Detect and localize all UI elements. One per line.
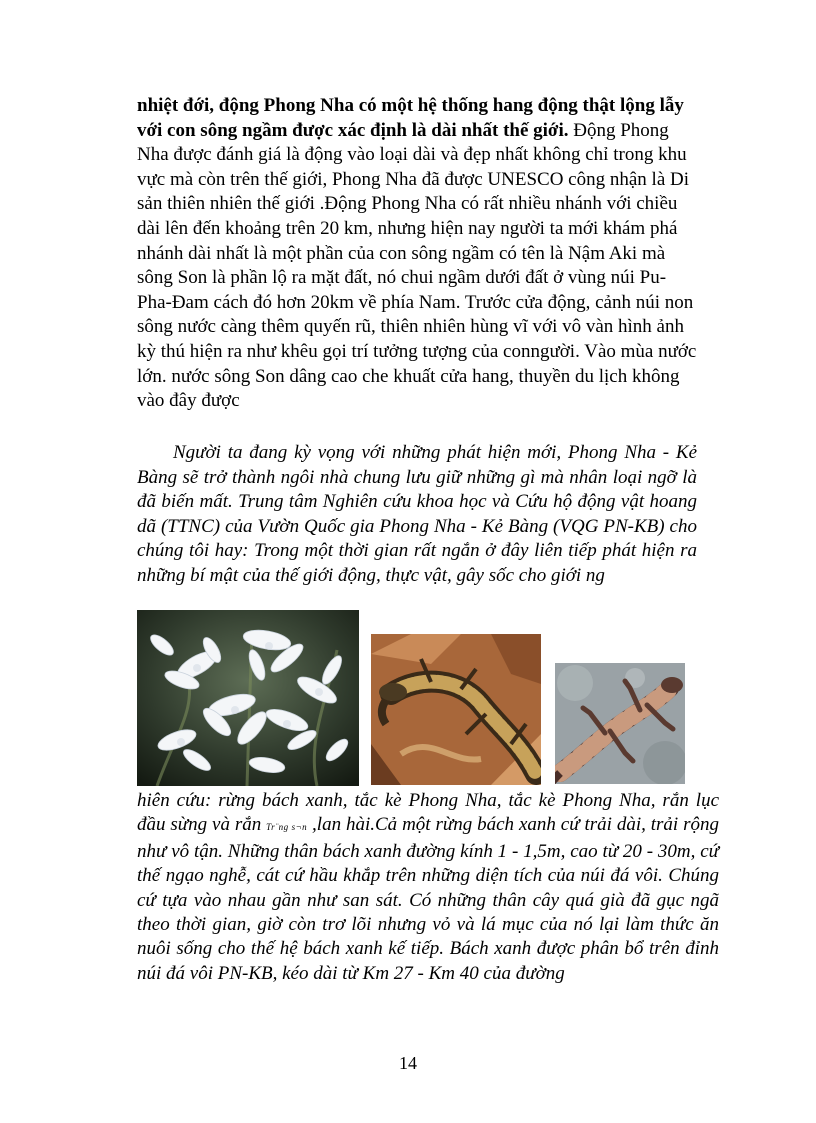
gecko-photo (555, 663, 685, 784)
paragraph-body-text: ,lan hài.Cả một rừng bách xanh cứ trải dài, trải rộng như vô tận. Những thân bách xanh đường kính 1 - 1,5m, cao từ 20 - 30m, cứ thế ngạo nghễ, cát cứ hầu khắp trên những diện tích của núi đá vôi. Chúng cứ tựa vào nhau gần như san sát. Có những thân cây quá già đã gục ngã theo thời gian, giờ còn trơ lõi nhưng vỏ và lá mục của nó lại làm thức ăn nuôi sống cho thế hệ bách xanh kế tiếp. Bách xanh được phân bổ trên đỉnh núi đá vôi PN-KB, kéo dài từ Km 27 - Km 40 của đường (137, 814, 719, 984)
paragraph-phong-nha-intro (137, 94, 697, 414)
bold-lead-sentence: nhiệt đới, động Phong Nha có một hệ thống hang động thật lộng lẫy với con sông ngầm được xác định là dài nhất thế giới. (137, 95, 684, 141)
paragraph-body-text: hiên cứu: rừng bách xanh, tắc kè Phong Nha, tắc kè Phong Nha, rắn lục đầu sừng và rắn (137, 790, 719, 836)
page-number: 14 (399, 1053, 417, 1073)
orchid-photo (137, 610, 359, 786)
paragraph-species-italic (137, 789, 719, 986)
lizard-photo (371, 634, 541, 785)
garbled-font-word: Tr¨ng s¬n (266, 822, 308, 833)
paragraph-body-text: Người ta đang kỳ vọng với những phát hiện mới, Phong Nha - Kẻ Bàng sẽ trở thành ngôi nhà chung lưu giữ những gì mà nhân loại ngỡ là đã biến mất. Trung tâm Nghiên cứu khoa học và Cứu hộ động vật hoang dã (TTNC) của Vườn Quốc gia Phong Nha - Kẻ Bàng (VQG PN-KB) cho chúng tôi hay: Trong một thời gian rất ngắn ở đây liên tiếp phát hiện ra những bí mật của thế giới động, thực vật, gây sốc cho giới ng (137, 442, 697, 586)
paragraph-body-text: Động Phong Nha được đánh giá là động vào loại dài và đẹp nhất không chỉ trong khu vực mà còn trên thế giới, Phong Nha đã được UNESCO công nhận là Di sản thiên nhiên thế giới .Động Phong Nha có rất nhiều nhánh với chiều dài lên đến khoảng trên 20 km, nhưng hiện nay người ta mới khám phá nhánh dài nhất là một phần của con sông ngầm có tên là Nậm Aki mà sông Son là phần lộ ra mặt đất, nó chui ngầm dưới đất ở vùng núi Pu-Pha-Đam cách đó hơn 20km về phía Nam. Trước cửa động, cảnh núi non sông nước càng thêm quyến rũ, thiên nhiên hùng vĩ với vô vàn hình ảnh kỳ thú hiện ra như khêu gọi trí tưởng tượng của conngười. Vào mùa nước lớn. nước sông Son dâng cao che khuất cửa hang, thuyền du lịch không vào đây được (137, 119, 697, 412)
paragraph-discoveries-italic (137, 441, 697, 589)
